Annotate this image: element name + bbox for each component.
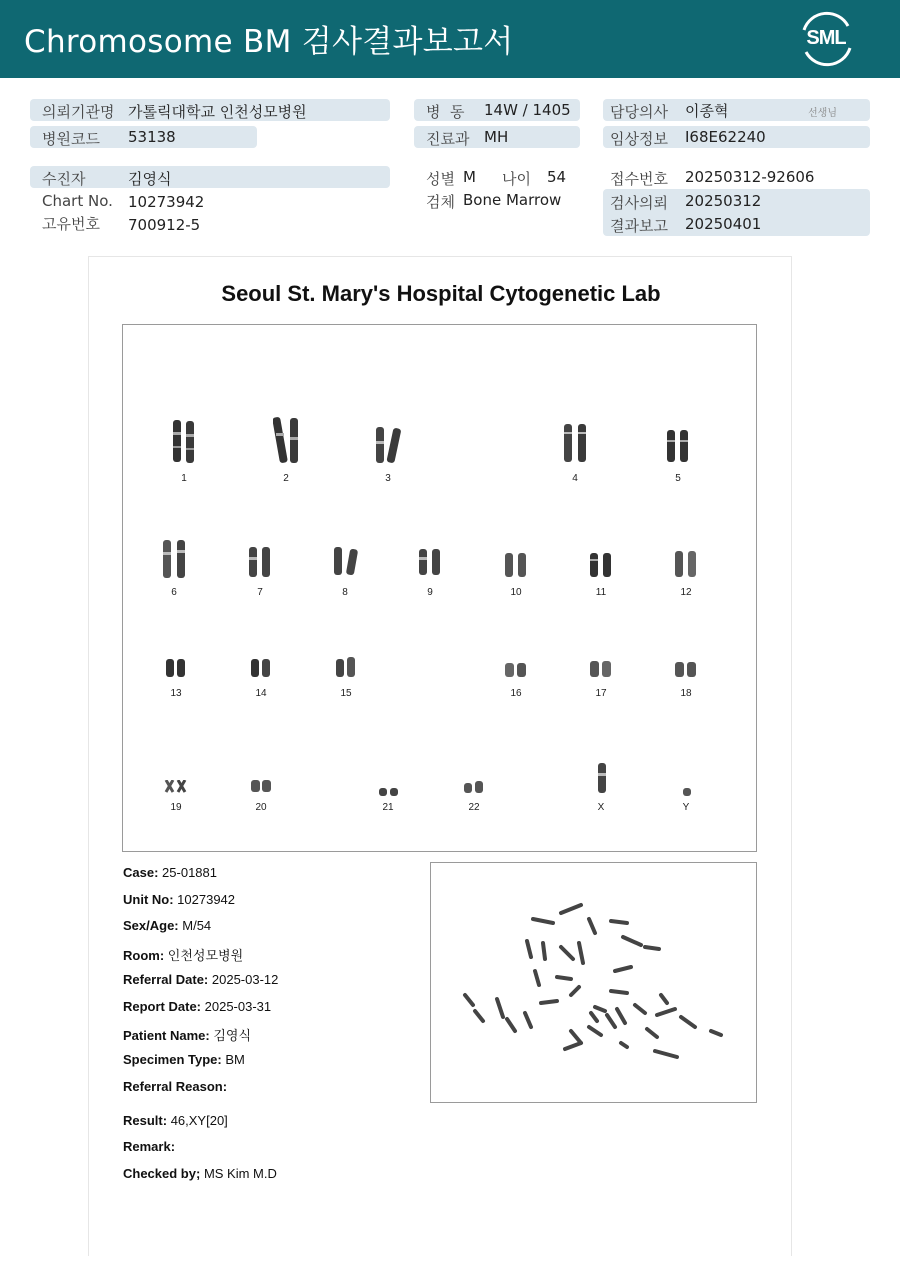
specimen-label: 검체 [426, 193, 455, 211]
chromosome-6 [161, 540, 189, 584]
room-row: Room: 인천성모병원 [123, 948, 244, 963]
metaphase-image [430, 862, 757, 1103]
chromosome-label: 5 [675, 473, 681, 484]
chromosome-7 [247, 547, 273, 583]
request-label: 검사의뢰 [610, 194, 668, 212]
chart-value: 10273942 [128, 193, 205, 211]
case-row: Case: 25-01881 [123, 865, 217, 880]
chromosome-label: 8 [342, 587, 348, 598]
chromosome-8 [332, 547, 360, 581]
doctor-label: 담당의사 [610, 103, 668, 121]
patient-value: 김영식 [128, 170, 172, 188]
report-document [88, 256, 792, 1256]
chromosome-label: 16 [510, 688, 522, 699]
chromosome-label: 10 [510, 587, 522, 598]
header-bar [0, 0, 900, 78]
referral-date-row: Referral Date: 2025-03-12 [123, 972, 279, 987]
specimen-type-row: Specimen Type: BM [123, 1052, 245, 1067]
chromosome-20 [249, 779, 273, 798]
chromosome-x [596, 763, 608, 799]
chromosome-label: 13 [170, 688, 182, 699]
chromosome-5 [665, 430, 691, 468]
report-date-row: Report Date: 2025-03-31 [123, 999, 272, 1014]
age-value: 54 [547, 168, 567, 186]
chromosome-label: 11 [595, 587, 607, 598]
chromosome-16 [503, 663, 529, 683]
patient-label: 수진자 [42, 170, 86, 188]
sml-logo [796, 10, 856, 68]
chromosome-9 [417, 549, 443, 581]
dept-label: 진료과 [426, 130, 470, 148]
chromosome-15 [334, 657, 358, 683]
chart-label: Chart No. [42, 192, 113, 210]
lab-title: Seoul St. Mary's Hospital Cytogenetic Lab [221, 281, 661, 306]
chromosome-18 [673, 662, 699, 683]
chromosome-label: 2 [283, 473, 289, 484]
chromosome-label: 22 [468, 802, 480, 813]
receipt-label: 접수번호 [610, 170, 668, 188]
chromosome-label: 14 [255, 688, 267, 699]
chromosome-label: 3 [385, 473, 391, 484]
unit-row: Unit No: 10273942 [123, 892, 236, 907]
chromosome-10 [503, 553, 529, 583]
chromosome-19 [164, 779, 188, 798]
report-title: Chromosome BM 검사결과보고서 [24, 24, 514, 60]
specimen-value: Bone Marrow [463, 191, 562, 209]
age-label: 나이 [502, 170, 531, 188]
chromosome-14 [249, 659, 273, 683]
dept-value: MH [484, 128, 509, 146]
institution-label: 의뢰기관명 [42, 103, 115, 121]
chromosome-label: 15 [340, 688, 352, 699]
unique-value: 700912-5 [128, 216, 201, 234]
chromosome-label: 6 [171, 587, 177, 598]
logo-text: SML [806, 27, 846, 49]
institution-value: 가톨릭대학교 인천성모병원 [128, 103, 307, 121]
chromosome-3 [374, 427, 402, 469]
ward-label: 병 동 [426, 103, 465, 121]
request-value: 20250312 [685, 192, 762, 210]
chromosome-y [681, 783, 693, 802]
chromosome-13 [164, 659, 188, 683]
unique-label: 고유번호 [42, 215, 100, 233]
karyotype-panel [122, 324, 757, 852]
chromosome-label: 7 [257, 587, 263, 598]
referral-reason-row: Referral Reason: [123, 1079, 228, 1094]
chromosome-label: X [597, 802, 605, 813]
doctor-value: 이종혁 [685, 102, 729, 120]
chromosome-label: 9 [427, 587, 433, 598]
chromosome-label: Y [682, 802, 690, 813]
chromosome-label: 19 [170, 802, 182, 813]
chromosome-1 [171, 420, 197, 468]
chromosome-label: 21 [382, 802, 394, 813]
result-value: 20250401 [685, 215, 762, 233]
chromosome-21 [377, 783, 401, 802]
remark-row: Remark: [123, 1139, 176, 1154]
clinical-label: 임상정보 [610, 130, 668, 148]
chromosome-11 [588, 553, 614, 583]
chromosome-label: 4 [572, 473, 578, 484]
clinical-value: I68E62240 [685, 128, 766, 146]
doctor-suffix: 선생님 [808, 108, 837, 119]
chromosome-label: 18 [680, 688, 692, 699]
chromosome-17 [588, 661, 614, 683]
sex-age-row: Sex/Age: M/54 [123, 918, 212, 933]
chromosome-label: 12 [680, 587, 692, 598]
patient-name-row: Patient Name: 김영식 [123, 1028, 252, 1043]
ward-value: 14W / 1405 [484, 101, 571, 119]
chromosome-22 [462, 780, 486, 799]
sex-value: M [463, 168, 476, 186]
chromosome-label: 1 [181, 473, 187, 484]
hospital-code-value: 53138 [128, 128, 176, 146]
chromosome-2 [273, 417, 303, 469]
chromosome-label: 20 [255, 802, 267, 813]
chromosome-4 [562, 424, 590, 468]
checked-by-row: Checked by; MS Kim M.D [123, 1166, 277, 1181]
hospital-code-label: 병원코드 [42, 130, 100, 148]
sex-label: 성별 [426, 170, 455, 188]
chromosome-12 [673, 551, 699, 583]
result-label: 결과보고 [610, 217, 668, 235]
chromosome-label: 17 [595, 688, 607, 699]
receipt-value: 20250312-92606 [685, 168, 815, 186]
result-row: Result: 46,XY[20] [123, 1113, 228, 1128]
